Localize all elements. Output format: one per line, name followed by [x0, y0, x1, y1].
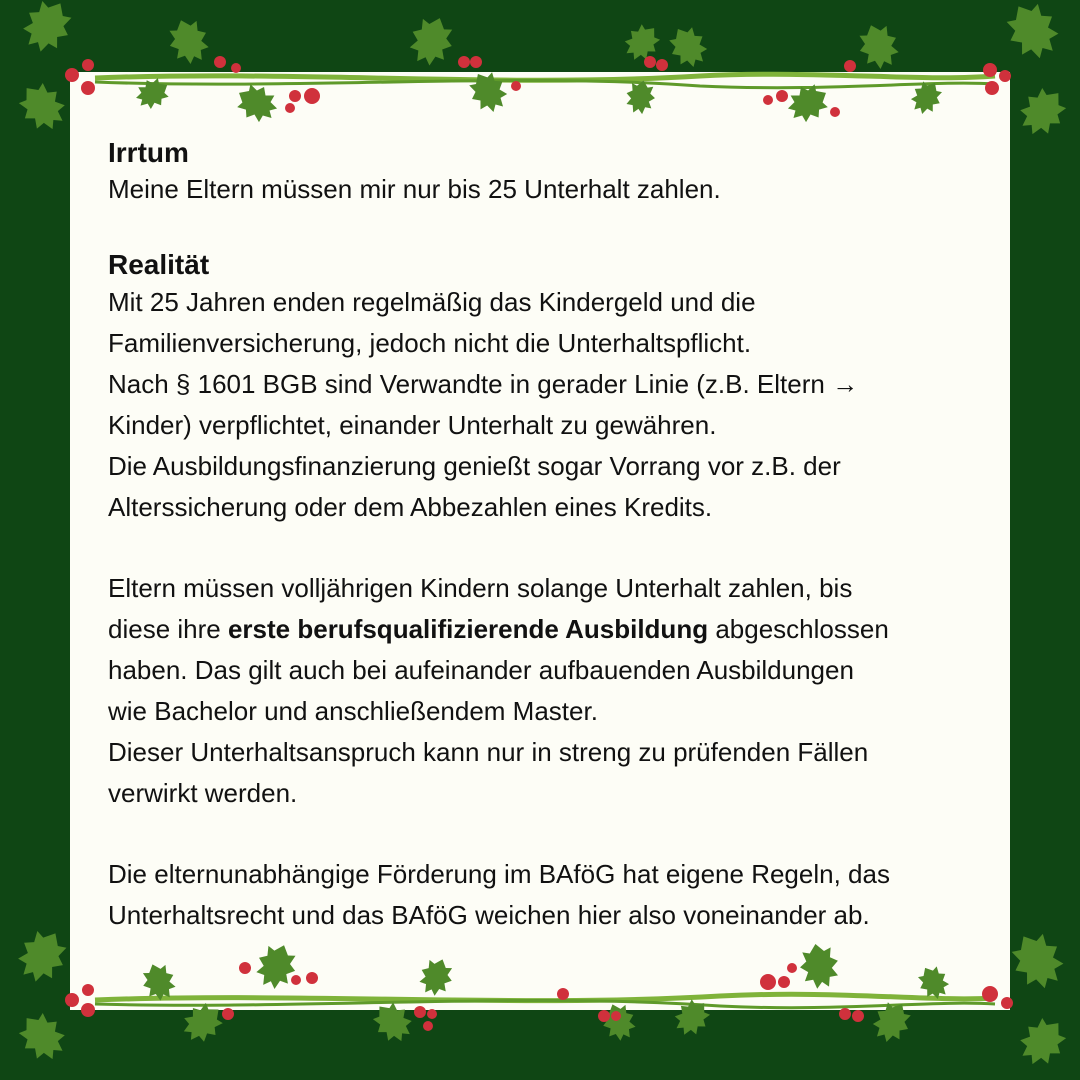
holly-berry: [598, 1010, 610, 1022]
paragraph-3-line: Unterhaltsrecht und das BAföG weichen hier also voneinander ab.: [108, 900, 870, 930]
holly-leaf: [11, 75, 74, 139]
holly-berry: [644, 56, 656, 68]
realitaet-line: Nach § 1601 BGB sind Verwandte in gerader Linie (z.B. Eltern →: [108, 369, 859, 399]
holly-berry: [852, 1010, 864, 1022]
holly-berry: [214, 56, 226, 68]
holly-leaf: [10, 922, 75, 989]
heading-realitaet: Realität: [108, 249, 210, 280]
emphasis-ausbildung: erste berufsqualifizierende Ausbildung: [227, 614, 709, 644]
text-span: diese ihre: [108, 614, 228, 644]
holly-berry: [82, 59, 94, 71]
realitaet-line: Mit 25 Jahren enden regelmäßig das Kindergeld und die: [108, 287, 756, 317]
holly-leaf: [11, 1005, 74, 1069]
paragraph-2-line: verwirkt werden.: [108, 778, 298, 808]
holly-leaf: [163, 14, 214, 69]
heading-irrtum: Irrtum: [108, 137, 189, 168]
paragraph-2-line: Dieser Unterhaltsanspruch kann nur in streng zu prüfenden Fällen: [108, 737, 869, 767]
holly-leaf: [15, 0, 80, 59]
holly-leaf: [1012, 1010, 1075, 1074]
paragraph-2-line-with-emphasis: [108, 609, 988, 650]
paragraph-2-line: haben. Das gilt auch bei aufeinander aufbauenden Ausbildungen: [108, 655, 854, 685]
holly-leaf: [1003, 924, 1072, 996]
holly-berry: [423, 1021, 433, 1031]
paragraph-3-line: Die elternunabhängige Förderung im BAföG hat eigene Regeln, das: [108, 859, 890, 889]
paragraph-2-line: Eltern müssen volljährigen Kindern solange Unterhalt zahlen, bis: [108, 573, 853, 603]
realitaet-line: Die Ausbildungsfinanzierung genießt sogar Vorrang vor z.B. der: [108, 451, 841, 481]
holly-berry: [656, 59, 668, 71]
holly-leaf: [998, 0, 1067, 66]
holly-leaf: [618, 18, 666, 67]
holly-leaf: [1012, 80, 1075, 144]
paragraph-2-line: wie Bachelor und anschließendem Master.: [108, 696, 598, 726]
holly-leaf: [404, 11, 460, 70]
paragraph-gap: [108, 814, 988, 854]
holly-berry: [611, 1011, 621, 1021]
realitaet-line: Alterssicherung oder dem Abbezahlen eines Kredits.: [108, 492, 713, 522]
paragraph-gap: [108, 528, 988, 568]
text-span: abgeschlossen: [708, 614, 889, 644]
holly-leaf: [663, 20, 714, 73]
holly-berry: [844, 60, 856, 72]
holly-leaf: [853, 19, 904, 74]
realitaet-line: Familienversicherung, jedoch nicht die Unterhaltspflicht.: [108, 328, 752, 358]
realitaet-line: Kinder) verpflichtet, einander Unterhalt zu gewähren.: [108, 410, 717, 440]
holly-berry: [458, 56, 470, 68]
holly-berry: [470, 56, 482, 68]
holly-berry: [427, 1009, 437, 1019]
paragraph-gap: [108, 208, 988, 248]
text-block: [108, 136, 988, 936]
irrtum-text: Meine Eltern müssen mir nur bis 25 Unterhalt zahlen.: [108, 174, 721, 204]
